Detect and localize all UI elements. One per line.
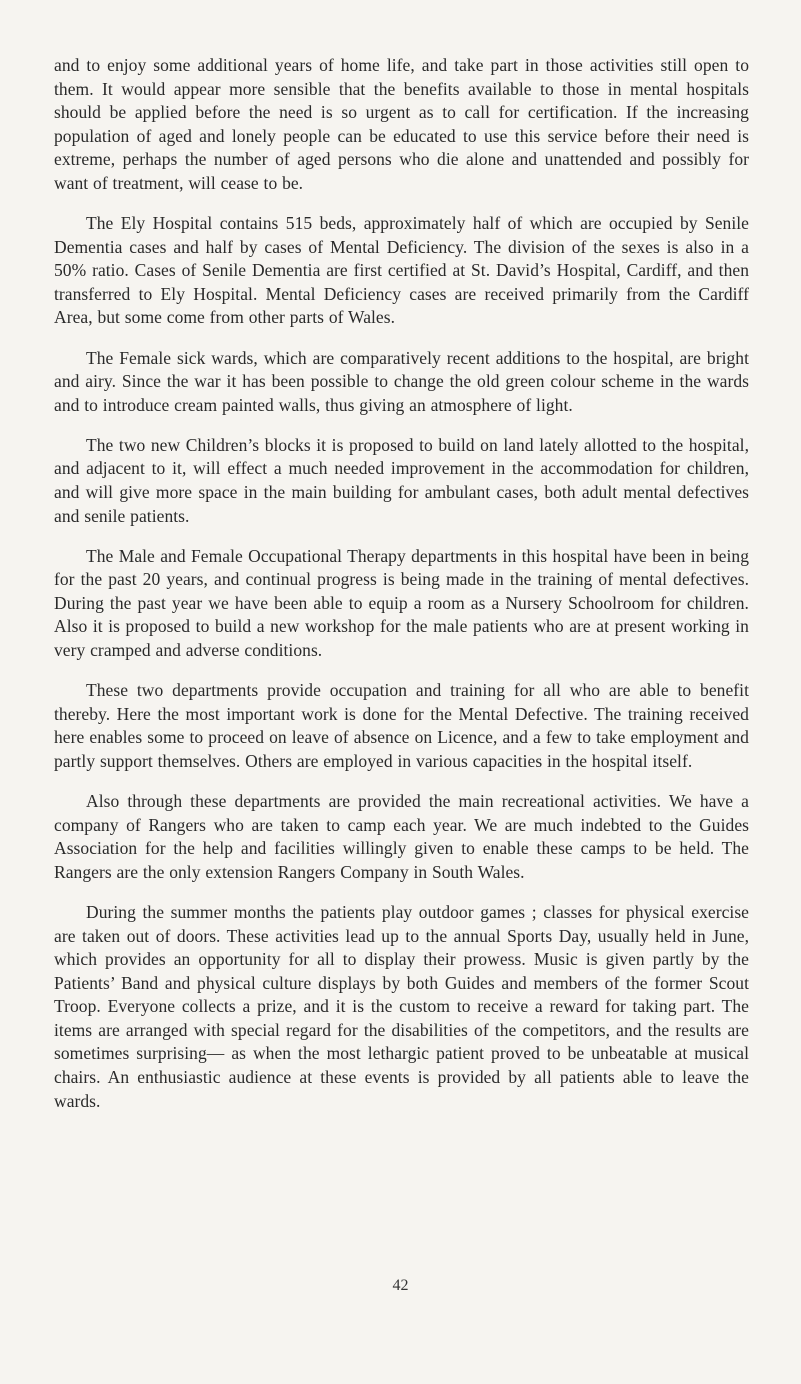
paragraph-continuation: and to enjoy some additional years of home life, and take part in those activities still open to them. It would appear more sensible that the benefits available to those in mental hospitals should be applied before the need is so urgent as to call for certification. If the increasing population of aged and lonely people can be educated to use this service before their need is extreme, perhaps the number of aged persons who die alone and unattended and possibly for want of treatment, will cease to be. [54,55,749,193]
paragraph-ely-hospital-beds: The Ely Hospital contains 515 beds, approximately half of which are occupied by Senile Dementia cases and half by cases of Mental Deficiency. The division of the sexes is also in a 50% ratio. Cases of Senile Dementia are first certified at St. David’s Hospital, Cardiff, and then transferred to Ely Hospital. Mental Deficiency cases are received primarily from the Cardiff Area, but some come from other parts of Wales. [54,213,749,328]
body-text [54,54,749,1113]
paragraph-departments-training: These two departments provide occupation and training for all who are able to benefit thereby. Here the most important work is done for the Mental Defective. The training received here enables some to proceed on leave of absence on Licence, and a few to take employment and partly support themselves. Others are employed in various capacities in the hospital itself. [54,680,749,771]
paragraph-childrens-blocks: The two new Children’s blocks it is proposed to build on land lately allotted to the hospital, and adjacent to it, will effect a much needed improvement in the accommodation for children, and will give more space in the main building for ambulant cases, both adult mental defectives and senile patients. [54,434,749,526]
paragraph-occupational-therapy: The Male and Female Occupational Therapy departments in this hospital have been in being for the past 20 years, and continual progress is being made in the training of mental defectives. During the past year we have been able to equip a room as a Nursery Schoolroom for children. Also it is proposed to build a new workshop for the male patients who are at present working in very cramped and adverse conditions. [54,545,749,661]
paragraph-recreational-activities: Also through these departments are provided the main recreational activities. We have a company of Rangers who are taken to camp each year. We are much indebted to the Guides Association for the help and facilities willingly given to enable these camps to be held. The Rangers are the only extension Rangers Company in South Wales. [54,791,749,882]
page-number: 42 [392,1277,409,1294]
paragraph-female-sick-wards: The Female sick wards, which are comparatively recent additions to the hospital, are bright and airy. Since the war it has been possible to change the old green colour scheme in the wards and to introduce cream painted walls, thus giving an atmosphere of light. [54,347,749,415]
paragraph-sports-day: During the summer months the patients play outdoor games ; classes for physical exercise are taken out of doors. These activities lead up to the annual Sports Day, usually held in June, which provides an opportunity for all to display their prowess. Music is given partly by the Patients’ Band and physical culture displays by both Guides and members of the former Scout Troop. Everyone collects a prize, and it is the custom to receive a reward for taking part. The items are arranged with special regard for the disabilities of the competitors, and the results are sometimes surprising— as when the most lethargic patient proved to be unbeatable at musical chairs. An enthusiastic audience at these events is provided by all patients able to leave the wards. [54,901,749,1111]
